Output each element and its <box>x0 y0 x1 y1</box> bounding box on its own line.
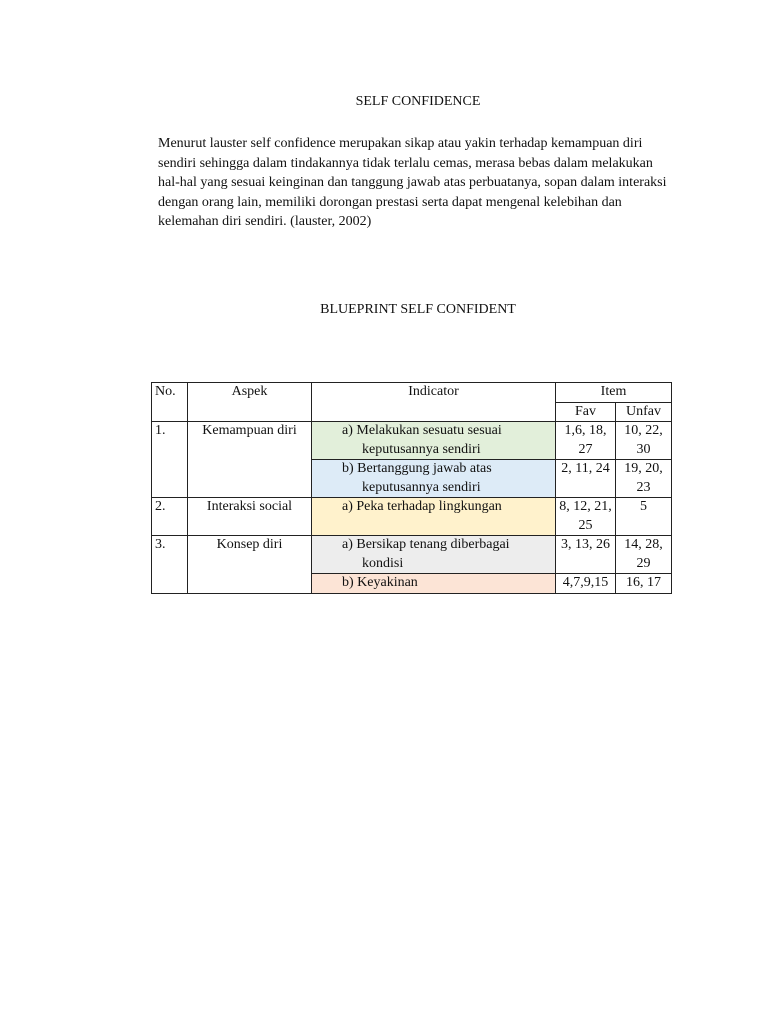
cell-aspek: Interaksi social <box>188 498 312 536</box>
header-indicator: Indicator <box>312 383 556 422</box>
definition-paragraph: Menurut lauster self confidence merupakan sikap atau yakin terhadap kemampuan diri sendiri sehingga dalam tindakannya tidak terlalu cemas, merasa bebas dalam melakukan hal-hal yang sesuai keinginan dan tanggung jawab atas perbuatanya, sopan dalam interaksi dengan orang lain, memiliki dorongan prestasi serta dapat mengenal kelebihan dan kelemahan diri sendiri. (lauster, 2002) <box>158 136 667 230</box>
table-row <box>152 536 672 574</box>
indicator-line1: a) Melakukan sesuatu sesuai <box>342 423 502 438</box>
cell-no: 2. <box>152 498 188 536</box>
cell-unfav: 10, 22, 30 <box>616 422 672 460</box>
table-row <box>152 498 672 536</box>
cell-no: 3. <box>152 536 188 594</box>
indicator-line2: keputusannya sendiri <box>362 441 481 457</box>
header-unfav: Unfav <box>616 402 672 422</box>
header-aspek: Aspek <box>188 383 312 422</box>
indicator-line2: kondisi <box>362 555 404 571</box>
cell-aspek: Kemampuan diri <box>188 422 312 498</box>
indicator-line1: b) Keyakinan <box>342 575 418 590</box>
cell-indicator <box>312 536 556 574</box>
cell-indicator <box>312 574 556 594</box>
cell-unfav: 16, 17 <box>616 574 672 594</box>
cell-unfav: 19, 20, 23 <box>616 460 672 498</box>
table-header-row <box>152 383 672 403</box>
cell-unfav: 5 <box>616 498 672 536</box>
cell-fav: 1,6, 18, 27 <box>556 422 616 460</box>
indicator-line1: a) Bersikap tenang diberbagai <box>342 537 510 552</box>
cell-fav: 3, 13, 26 <box>556 536 616 574</box>
indicator-line2: keputusannya sendiri <box>362 479 481 495</box>
document-title: SELF CONFIDENCE <box>355 94 481 109</box>
cell-indicator <box>312 460 556 498</box>
table-row <box>152 422 672 460</box>
table-title: BLUEPRINT SELF CONFIDENT <box>320 302 516 317</box>
indicator-line1: b) Bertanggung jawab atas <box>342 461 492 476</box>
indicator-line1: a) Peka terhadap lingkungan <box>342 499 502 514</box>
cell-aspek: Konsep diri <box>188 536 312 594</box>
cell-fav: 4,7,9,15 <box>556 574 616 594</box>
cell-fav: 8, 12, 21, 25 <box>556 498 616 536</box>
blueprint-table <box>151 382 672 594</box>
header-item: Item <box>556 383 672 403</box>
cell-unfav: 14, 28, 29 <box>616 536 672 574</box>
cell-indicator <box>312 422 556 460</box>
cell-fav: 2, 11, 24 <box>556 460 616 498</box>
cell-no: 1. <box>152 422 188 498</box>
header-fav: Fav <box>556 402 616 422</box>
cell-indicator <box>312 498 556 536</box>
header-no: No. <box>152 383 188 422</box>
